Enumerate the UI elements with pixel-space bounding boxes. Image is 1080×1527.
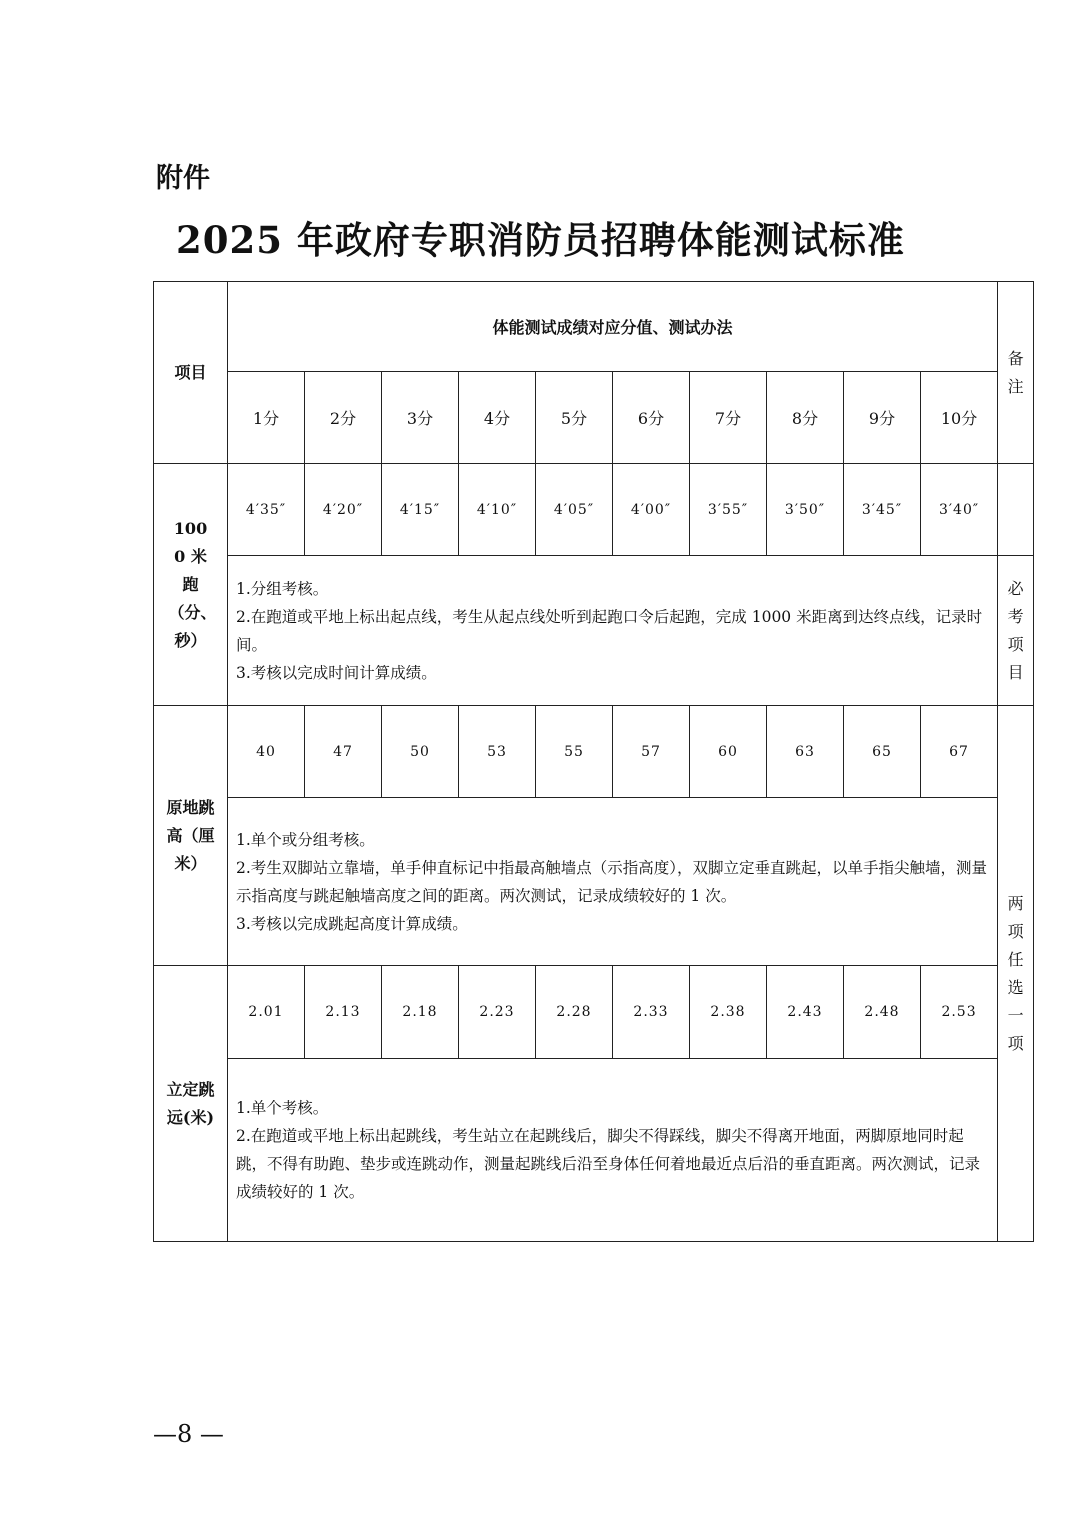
score-cell: 6分 xyxy=(613,372,690,464)
value-cell: 3′55″ xyxy=(690,464,767,556)
score-cell: 7分 xyxy=(690,372,767,464)
score-header: 体能测试成绩对应分值、测试办法 xyxy=(228,282,998,372)
method-long-jump: 1.单个考核。 2.在跑道或平地上标出起跳线，考生站立在起跳线后，脚尖不得踩线，脚尖不得离开地面，两脚原地同时起跳，不得有助跑、垫步或连跳动作，测量起跳线后沿至身体任何着地最近点后沿的垂直距离。两次测试，记录成绩较好的 1 次。 xyxy=(228,1059,998,1242)
value-cell: 67 xyxy=(921,706,998,798)
score-cell: 8分 xyxy=(767,372,844,464)
score-cell: 4分 xyxy=(459,372,536,464)
score-cell: 2分 xyxy=(305,372,382,464)
value-cell: 2.01 xyxy=(228,966,305,1059)
value-cell: 2.38 xyxy=(690,966,767,1059)
attachment-label: 附件 xyxy=(156,163,210,194)
value-cell: 4′00″ xyxy=(613,464,690,556)
remark-choose-one: 两项任选一项 xyxy=(998,706,1034,1242)
value-cell: 4′05″ xyxy=(536,464,613,556)
value-cell: 4′35″ xyxy=(228,464,305,556)
document-title: 2025 年政府专职消防员招聘体能测试标准 xyxy=(176,218,905,262)
value-cell: 55 xyxy=(536,706,613,798)
value-cell: 60 xyxy=(690,706,767,798)
value-cell: 3′45″ xyxy=(844,464,921,556)
value-cell: 2.28 xyxy=(536,966,613,1059)
value-cell: 40 xyxy=(228,706,305,798)
value-cell: 4′10″ xyxy=(459,464,536,556)
fitness-standard-table xyxy=(153,281,1034,1242)
row-name-1000m: 1000 米跑（分、秒） xyxy=(154,464,228,706)
value-cell: 4′15″ xyxy=(382,464,459,556)
value-cell: 2.43 xyxy=(767,966,844,1059)
remark-empty xyxy=(998,464,1034,556)
value-cell: 2.23 xyxy=(459,966,536,1059)
row-name-long-jump: 立定跳远(米) xyxy=(154,966,228,1242)
score-cell: 3分 xyxy=(382,372,459,464)
value-cell: 53 xyxy=(459,706,536,798)
value-cell: 2.48 xyxy=(844,966,921,1059)
value-cell: 2.33 xyxy=(613,966,690,1059)
value-cell: 2.53 xyxy=(921,966,998,1059)
value-cell: 3′40″ xyxy=(921,464,998,556)
page-number: —8 — xyxy=(153,1420,224,1448)
value-cell: 2.18 xyxy=(382,966,459,1059)
project-header: 项目 xyxy=(154,282,228,464)
row-name-high-jump: 原地跳高（厘米） xyxy=(154,706,228,966)
score-cell: 10分 xyxy=(921,372,998,464)
score-cell: 9分 xyxy=(844,372,921,464)
value-cell: 63 xyxy=(767,706,844,798)
value-cell: 65 xyxy=(844,706,921,798)
remark-header: 备注 xyxy=(998,282,1034,464)
value-cell: 50 xyxy=(382,706,459,798)
value-cell: 3′50″ xyxy=(767,464,844,556)
value-cell: 47 xyxy=(305,706,382,798)
value-cell: 2.13 xyxy=(305,966,382,1059)
score-cell: 5分 xyxy=(536,372,613,464)
score-cell: 1分 xyxy=(228,372,305,464)
value-cell: 4′20″ xyxy=(305,464,382,556)
remark-required: 必考项目 xyxy=(998,556,1034,706)
value-cell: 57 xyxy=(613,706,690,798)
method-high-jump: 1.单个或分组考核。 2.考生双脚站立靠墙，单手伸直标记中指最高触墙点（示指高度），双脚立定垂直跳起，以单手指尖触墙，测量示指高度与跳起触墙高度之间的距离。两次测试，记录成绩较好的 1 次。 3.考核以完成跳起高度计算成绩。 xyxy=(228,798,998,966)
method-1000m: 1.分组考核。 2.在跑道或平地上标出起点线，考生从起点线处听到起跑口令后起跑，完成 1000 米距离到达终点线，记录时间。 3.考核以完成时间计算成绩。 xyxy=(228,556,998,706)
